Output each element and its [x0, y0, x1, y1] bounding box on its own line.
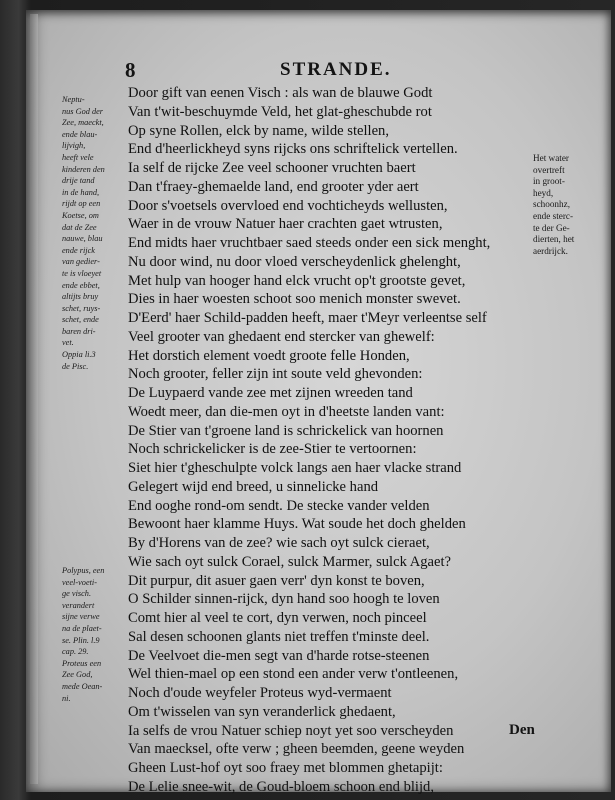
- margin-note-line: in groot-: [533, 176, 565, 187]
- margin-note-line: na de plaet-: [62, 623, 102, 633]
- verse-line: Van maecksel, ofte verw ; gheen beemden, geene weyden: [128, 741, 465, 758]
- verse-line: Gelegert wijd end breed, u sinnelicke hand: [128, 478, 379, 495]
- verse-line: Noch d'oude weyfeler Proteus wyd-vermaent: [128, 685, 392, 701]
- verse-line: Met hulp van hooger hand elck vrucht op't grootste gevet,: [128, 272, 466, 289]
- margin-note-line: altijts bruy: [62, 292, 99, 302]
- verse-line: Van t'wit-beschuymde Veld, het glat-gheschubde rot: [128, 103, 432, 120]
- margin-note-line: ni.: [62, 693, 71, 703]
- verse-line: De Lelie snee-wit, de Goud-bloem schoon end blijd,: [128, 778, 434, 795]
- verse-line: End midts haer vruchtbaer saed steeds onder een sick menght,: [128, 235, 491, 251]
- margin-note-line: verandert: [62, 600, 95, 610]
- verse-line: By d'Horens van de zee? wie sach oyt sulck cieraet,: [128, 535, 430, 551]
- verse-line: Sal desen schoonen glants niet treffen t'minste deel.: [128, 628, 430, 645]
- verse-line: De Stier van t'groene land is schrickelick van hoornen: [128, 422, 444, 439]
- verse-line: Gheen Lust-hof oyt soo fraey met blommen ghetapijt:: [128, 760, 443, 776]
- verse-line: Door s'voetsels overvloed end vochticheyds wellusten,: [128, 197, 448, 214]
- verse-line: Op syne Rollen, elck by name, wilde stellen,: [128, 122, 390, 139]
- margin-note-line: nauwe, blau: [62, 234, 103, 244]
- margin-note-line: in de hand,: [62, 187, 100, 197]
- margin-note-line: aerdrijck.: [533, 245, 568, 256]
- margin-note-line: Koetse, om: [62, 210, 99, 220]
- margin-note-line: ende ebbet,: [62, 280, 100, 290]
- verse-line: Ia selfs de vrou Natuer schiep noyt yet soo verscheyden: [128, 722, 454, 739]
- margin-note-line: Zee God,: [62, 670, 93, 680]
- margin-note-line: schet, ende: [62, 315, 99, 325]
- margin-note-line: se. Plin. l.9: [62, 635, 100, 645]
- verse-line: Het dorstich element voedt groote felle Honden,: [128, 347, 410, 364]
- margin-note-line: overtreft: [533, 164, 565, 175]
- margin-note-line: veel-voeti-: [62, 577, 98, 587]
- margin-note-line: heyd,: [533, 187, 554, 198]
- margin-note-line: dat de Zee: [62, 222, 97, 232]
- verse-line: End ooghe rond-om sendt. De stecke vander velden: [128, 497, 430, 514]
- verse-line: Wel thien-mael op een stond een ander verw t'ontleenen,: [128, 666, 459, 683]
- verse-line: Bewoont haer klamme Huys. Wat soude het doch ghelden: [128, 516, 466, 533]
- verse-line: Door gift van eenen Visch : als wan de blauwe Godt: [128, 85, 433, 101]
- margin-note-water: [533, 153, 603, 257]
- margin-note-line: schoonhz,: [533, 199, 570, 210]
- margin-note-line: baren dri-: [62, 326, 96, 336]
- page-gutter-shadow: [30, 14, 38, 784]
- margin-note-line: heeft vele: [62, 152, 94, 162]
- verse-line: De Luypaerd vande zee met zijnen wreeden tand: [128, 385, 413, 401]
- page-number: 8: [125, 58, 136, 82]
- poem-body: [128, 84, 538, 797]
- margin-note-line: Neptu-: [62, 95, 85, 104]
- margin-note-line: ende blau-: [62, 129, 98, 139]
- page-header: [0, 58, 615, 84]
- margin-note-neptunus: [62, 94, 126, 372]
- margin-note-line: Polypus, een: [62, 566, 105, 575]
- verse-line: Wie sach oyt sulck Corael, sulck Marmer, sulck Agaet?: [128, 553, 452, 570]
- margin-note-line: ende rijck: [62, 245, 95, 255]
- verse-line: Dies in haer woesten schoot soo menich monster swevet.: [128, 291, 461, 308]
- margin-note-line: kinderen den: [62, 164, 105, 174]
- verse-line: Nu door wind, nu door vloed verscheydenlick ghelenght,: [128, 253, 461, 270]
- verse-line: Ia self de rijcke Zee veel schooner vruchten baert: [128, 160, 416, 176]
- margin-note-line: schet, ruys-: [62, 303, 101, 313]
- verse-line: De Veelvoet die-men segt van d'harde rotse-steenen: [128, 647, 430, 664]
- margin-note-line: ende sterc-: [533, 210, 574, 221]
- margin-note-line: cap. 29.: [62, 647, 89, 657]
- margin-note-line: de Pisc.: [62, 361, 89, 371]
- catchword: Den: [509, 722, 535, 738]
- margin-note-line: drije tand: [62, 176, 95, 186]
- margin-note-line: rijdt op een: [62, 199, 101, 209]
- margin-note-line: te is vloeyet: [62, 268, 102, 278]
- verse-line: Siet hier t'gheschulpte volck langs aen haer vlacke strand: [128, 460, 462, 476]
- verse-line: D'Eerd' haer Schild-padden heeft, maer t'Meyr verleentse self: [128, 310, 487, 326]
- margin-note-line: mede Oean-: [62, 681, 103, 691]
- verse-line: End d'heerlickheyd syns rijcks ons schriftelick vertellen.: [128, 141, 458, 158]
- margin-note-line: nus God der: [62, 106, 104, 116]
- margin-note-line: van gedier-: [62, 257, 100, 267]
- margin-note-polypus: [62, 565, 126, 704]
- margin-note-line: te der Ge-: [533, 222, 570, 233]
- margin-note-line: dierten, het: [533, 234, 575, 245]
- margin-note-line: lijvigh,: [62, 141, 86, 151]
- margin-note-line: vet.: [62, 338, 74, 348]
- verse-line: Waer in de vrouw Natuer haer crachten gaet wtrusten,: [128, 216, 443, 233]
- margin-note-line: ge visch.: [62, 589, 92, 599]
- verse-line: Comt hier al veel te cort, dyn verwen, noch pinceel: [128, 610, 427, 626]
- margin-note-line: sijne verwe: [62, 612, 100, 622]
- margin-note-line: Het water: [533, 153, 569, 163]
- verse-line: Dan t'fraey-ghemaelde land, end grooter yder aert: [128, 178, 419, 195]
- margin-note-line: Oppia li.3: [62, 350, 96, 360]
- margin-note-line: Proteus een: [62, 658, 102, 668]
- margin-note-line: Zee, maeckt,: [62, 118, 104, 128]
- verse-line: Noch grooter, feller zijn int soute veld ghevonden:: [128, 366, 423, 383]
- verse-line: Noch schrickelicker is de zee-Stier te vertoornen:: [128, 441, 417, 458]
- verse-line: Om t'wisselen van syn veranderlick ghedaent,: [128, 703, 396, 720]
- verse-line: Veel grooter van ghedaent end stercker van ghewelf:: [128, 328, 435, 345]
- running-head: STRANDE.: [280, 59, 392, 80]
- verse-line: Woedt meer, dan die-men oyt in d'heetste landen vant:: [128, 403, 445, 420]
- verse-line: O Schilder sinnen-rijck, dyn hand soo hoogh te loven: [128, 591, 440, 608]
- verse-line: Dit purpur, dit asuer gaen verr' dyn konst te boven,: [128, 572, 425, 589]
